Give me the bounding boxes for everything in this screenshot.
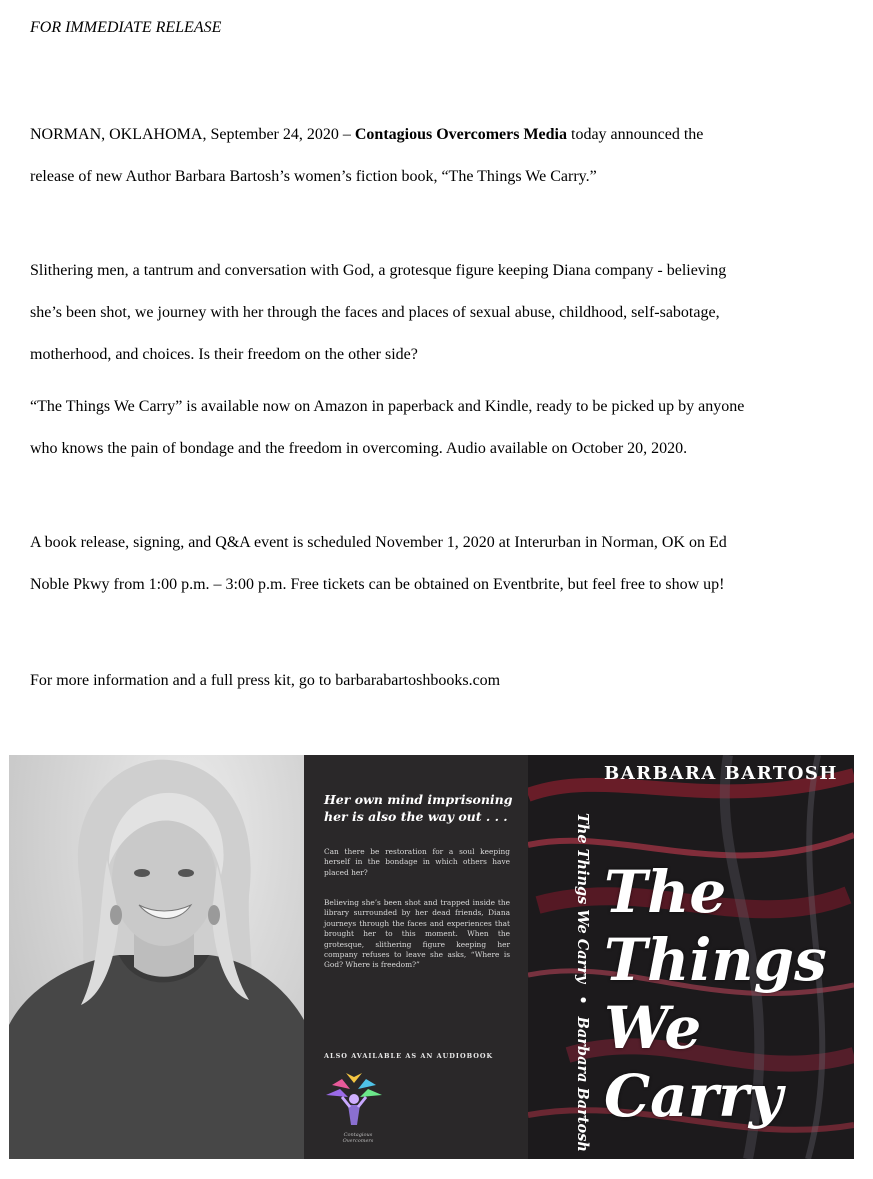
- front-cover-title-line-2: Things: [604, 926, 827, 994]
- press-release-paragraph-1: [30, 114, 750, 198]
- audiobook-note: ALSO AVAILABLE AS AN AUDIOBOOK: [324, 1052, 494, 1060]
- publisher-logo-text: Contagious Overcomers: [342, 1132, 374, 1144]
- press-release-paragraph-2: Slithering men, a tantrum and conversation with God, a grotesque figure keeping Diana company - believing she’s been shot, we journey with her through the faces and places of sexual abuse, childhood, self-sabotage, motherhood, and choices. Is their freedom on the other side?: [30, 262, 727, 363]
- spine-title: The Things We Carry: [574, 813, 591, 984]
- press-release-paragraph-5: For more information and a full press kit, go to barbarabartoshbooks.com: [30, 672, 501, 689]
- author-photo: [9, 755, 304, 1159]
- book-cover-spread: [9, 755, 854, 1159]
- dateline: NORMAN, OKLAHOMA, September 24, 2020 –: [30, 126, 355, 143]
- back-cover-tagline: Her own mind imprisoning her is also the way out . . .: [324, 792, 513, 824]
- front-cover: [528, 755, 854, 1159]
- press-release-paragraph-4: A book release, signing, and Q&A event is scheduled November 1, 2020 at Interurban in Norman, OK on Ed Noble Pkwy from 1:00 p.m. – 3:00 p.m. Free tickets can be obtained on Eventbrite, but feel free to show up!: [30, 534, 727, 593]
- back-cover: [304, 755, 528, 1159]
- spine-author: Barbara Bartosh: [574, 1016, 591, 1152]
- front-cover-title-line-3: We: [604, 994, 702, 1062]
- front-cover-author: BARBARA BARTOSH: [604, 763, 838, 784]
- publisher-name: Contagious Overcomers Media: [354, 126, 567, 143]
- back-cover-blurb-2: Believing she’s been shot and trapped inside the library surrounded by her dead friends, Diana journeys through the faces and experiences that brought her to this moment. When the grotesque, slithering figure keeping her company refuses to leave she asks, “Where is God? Where is freedom?”: [324, 898, 510, 970]
- spine-separator: •: [574, 995, 591, 1005]
- author-portrait-illustration: [9, 755, 304, 1159]
- front-cover-title-line-4: Carry: [604, 1062, 783, 1130]
- release-label: FOR IMMEDIATE RELEASE: [30, 19, 222, 36]
- press-release-paragraph-3: “The Things We Carry” is available now on Amazon in paperback and Kindle, ready to be picked up by anyone who knows the pain of bondage and the freedom in overcoming. Audio available on October 20, 2020.: [30, 398, 745, 457]
- front-cover-title-line-1: The: [604, 858, 727, 926]
- back-cover-blurb-1: Can there be restoration for a soul keeping herself in the bondage in which others have placed her?: [324, 847, 510, 877]
- spine-text: [565, 813, 591, 1152]
- announcement-text: today announced the release of new Author Barbara Bartosh’s women’s fiction book, “The Things We Carry.”: [30, 126, 704, 185]
